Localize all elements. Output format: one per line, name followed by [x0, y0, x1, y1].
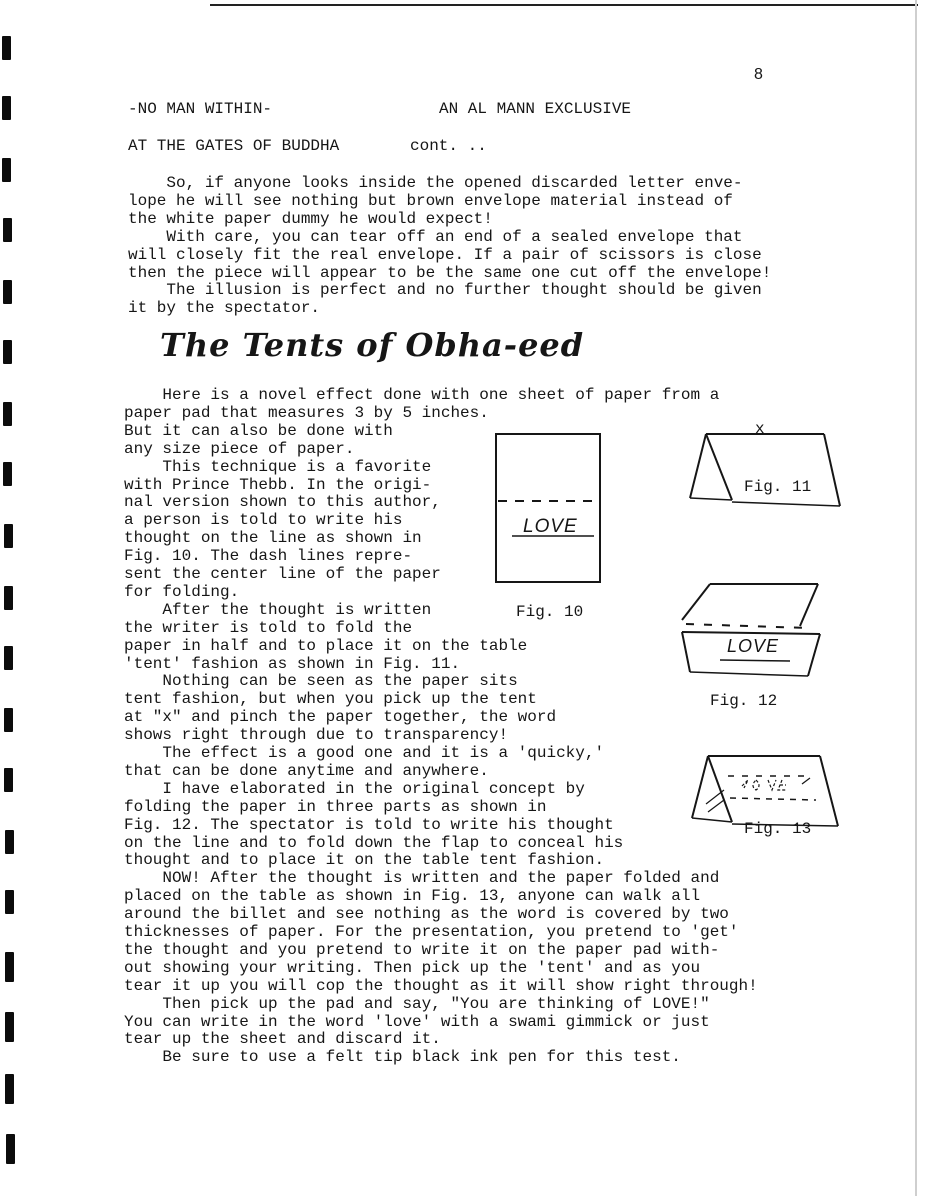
- body-line: thought and to place it on the table tent fashion.: [124, 851, 605, 870]
- fig12-word: LOVE: [727, 636, 780, 656]
- body-line: The effect is a good one and it is a 'quicky,': [124, 744, 605, 762]
- binding-hole: [4, 768, 13, 792]
- binding-hole: [3, 402, 12, 426]
- page-number: 8: [754, 66, 763, 83]
- fig11-label: Fig. 11: [744, 478, 812, 496]
- body-line: for folding.: [124, 582, 240, 601]
- fig13-label: Fig. 13: [744, 820, 812, 838]
- binding-hole: [3, 280, 12, 304]
- binding-hole: [4, 524, 13, 548]
- binding-hole: [4, 708, 13, 732]
- fig11-x-mark: x: [755, 420, 765, 438]
- binding-hole: [3, 462, 12, 486]
- body-line: that can be done anytime and anywhere.: [124, 761, 489, 780]
- body-line: sent the center line of the paper: [124, 565, 441, 583]
- body-line: Fig. 10. The dash lines repre-: [124, 547, 413, 566]
- binding-hole: [2, 36, 11, 60]
- binding-hole: [5, 890, 14, 914]
- body-line: 'tent' fashion as shown in Fig. 11.: [124, 654, 461, 673]
- body-line: shows right through due to transparency!: [124, 726, 509, 745]
- binding-hole: [5, 1012, 14, 1042]
- binding-hole: [3, 340, 12, 364]
- cont-note: cont. ..: [410, 137, 487, 155]
- header-right: AN AL MANN EXCLUSIVE: [439, 100, 632, 118]
- body-line: around the billet and see nothing as the word is covered by two: [124, 905, 729, 924]
- body-line: thicknesses of paper. For the presentation, you pretend to 'get': [124, 923, 739, 941]
- header-left: -NO MAN WITHIN-: [128, 100, 273, 118]
- intro-line: lope he will see nothing but brown envelope material instead of: [128, 191, 733, 210]
- binding-hole: [6, 1134, 15, 1164]
- body-line: But it can also be done with: [124, 421, 393, 440]
- body-line: a person is told to write his: [124, 511, 403, 530]
- body-line: placed on the table as shown in Fig. 13, anyone can walk all: [124, 887, 701, 906]
- body-line: I have elaborated in the original concept by: [124, 779, 585, 798]
- body-line: paper in half and to place it on the table: [124, 636, 528, 655]
- intro-line: So, if anyone looks inside the opened discarded letter enve-: [128, 174, 743, 192]
- binding-hole: [3, 218, 12, 242]
- article-title: The Tents of Obha-eed: [160, 326, 585, 364]
- fig10-label: Fig. 10: [516, 603, 584, 621]
- fig10-word: LOVE: [523, 516, 578, 537]
- intro-line: The illusion is perfect and no further thought should be given: [128, 281, 762, 300]
- intro-line: it by the spectator.: [128, 299, 321, 318]
- body-line: tent fashion, but when you pick up the tent: [124, 690, 537, 709]
- body-line: This technique is a favorite: [124, 457, 432, 476]
- body-line: Then pick up the pad and say, "You are thinking of LOVE!": [124, 994, 710, 1013]
- body-line: at "x" and pinch the paper together, the word: [124, 708, 557, 727]
- fig12-diagram: [674, 576, 834, 686]
- top-rule: [210, 4, 918, 6]
- body-line: on the line and to fold down the flap to conceal his: [124, 833, 624, 852]
- body-line: paper pad that measures 3 by 5 inches.: [124, 403, 489, 422]
- binding-hole: [5, 1074, 14, 1104]
- body-line: nal version shown to this author,: [124, 493, 441, 512]
- binding-hole: [5, 830, 14, 854]
- body-line: thought on the line as shown in: [124, 529, 422, 548]
- fig12-label: Fig. 12: [710, 692, 778, 710]
- binding-holes: [0, 0, 20, 1196]
- body-line: Here is a novel effect done with one sheet of paper from a: [124, 386, 720, 404]
- body-line: tear up the sheet and discard it.: [124, 1030, 441, 1049]
- body-line: folding the paper in three parts as shown in: [124, 797, 547, 816]
- body-line: NOW! After the thought is written and the paper folded and: [124, 869, 720, 888]
- intro-line: then the piece will appear to be the same one cut off the envelope!: [128, 263, 772, 282]
- binding-hole: [4, 586, 13, 610]
- fig11-diagram: [684, 424, 854, 520]
- body-line: with Prince Thebb. In the origi-: [124, 475, 432, 494]
- body-line: out showing your writing. Then pick up the 'tent' and as you: [124, 958, 701, 977]
- binding-hole: [2, 96, 11, 120]
- fig10-diagram: [490, 428, 606, 588]
- page-edge: [915, 0, 917, 1196]
- binding-hole: [4, 646, 13, 670]
- body-line: Be sure to use a felt tip black ink pen for this test.: [124, 1048, 681, 1067]
- body-line: the thought and you pretend to write it on the paper pad with-: [124, 940, 720, 959]
- body-line: the writer is told to fold the: [124, 618, 413, 637]
- body-line: tear it up you will cop the thought as it will show right through!: [124, 976, 758, 995]
- body-line: any size piece of paper.: [124, 439, 355, 458]
- body-line: Nothing can be seen as the paper sits: [124, 672, 518, 691]
- intro-line: the white paper dummy he would expect!: [128, 209, 493, 228]
- body-line: After the thought is written: [124, 600, 432, 619]
- binding-hole: [5, 952, 14, 982]
- body-line: You can write in the word 'love' with a swami gimmick or just: [124, 1012, 710, 1031]
- binding-hole: [2, 158, 11, 182]
- intro-line: With care, you can tear off an end of a sealed envelope that: [128, 227, 743, 246]
- subheading: AT THE GATES OF BUDDHA: [128, 137, 340, 155]
- intro-line: will closely fit the real envelope. If a pair of scissors is close: [128, 245, 762, 264]
- body-line: Fig. 12. The spectator is told to write his thought: [124, 815, 614, 834]
